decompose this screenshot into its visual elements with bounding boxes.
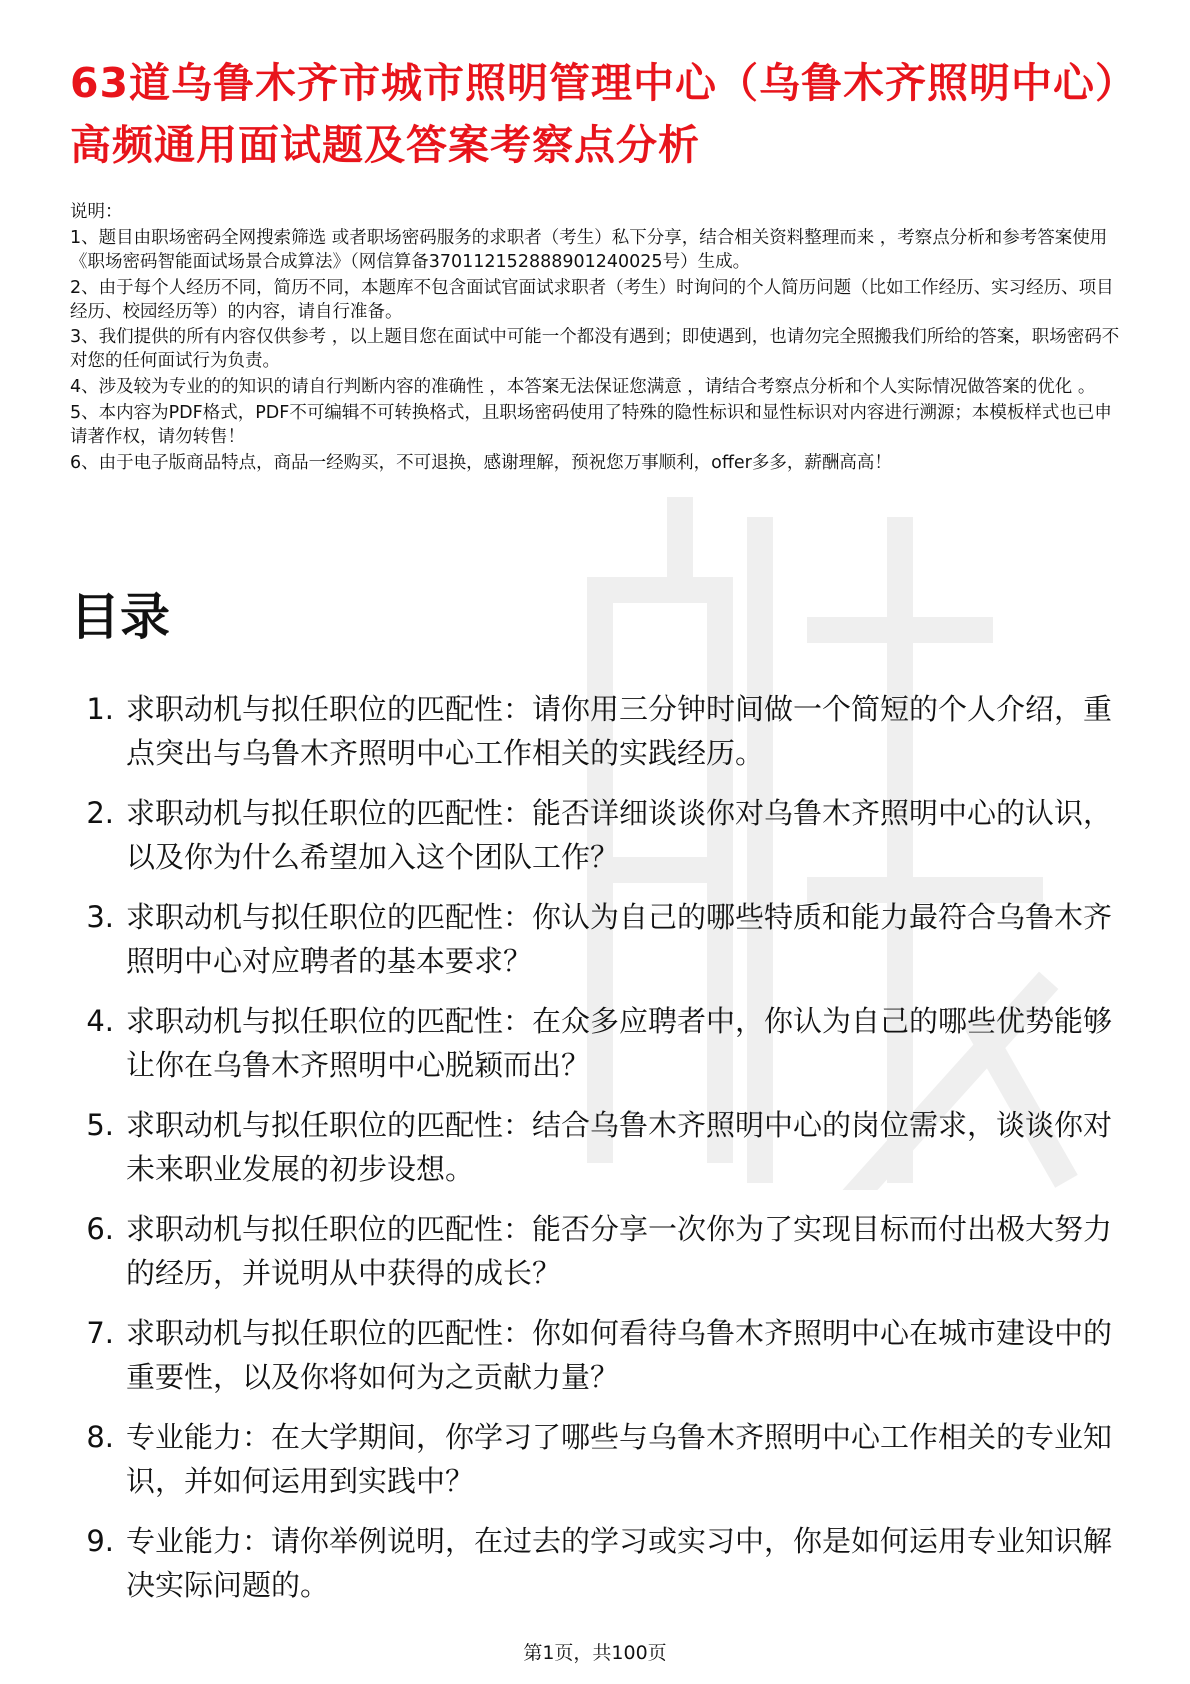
toc-item[interactable]	[70, 1207, 1130, 1295]
toc-item[interactable]	[70, 1415, 1130, 1503]
toc-item[interactable]	[70, 1311, 1130, 1399]
toc-item-text: 专业能力：请你举例说明，在过去的学习或实习中，你是如何运用专业知识解决实际问题的。	[126, 1524, 1113, 1602]
toc-item-number: 9.	[86, 1524, 114, 1558]
toc-item-number: 8.	[86, 1420, 114, 1454]
toc-item-number: 3.	[86, 900, 114, 934]
toc-heading: 目录	[70, 588, 170, 646]
toc-item-text: 求职动机与拟任职位的匹配性：你认为自己的哪些特质和能力最符合乌鲁木齐照明中心对应聘者的基本要求？	[126, 900, 1113, 978]
toc-item-number: 7.	[86, 1316, 114, 1350]
toc-item-number: 1.	[86, 692, 114, 726]
page-footer: 第1页，共100页	[523, 1642, 667, 1664]
toc-item-text: 专业能力：在大学期间，你学习了哪些与乌鲁木齐照明中心工作相关的专业知识，并如何运用到实践中？	[126, 1420, 1113, 1498]
note-item: 1、题目由职场密码全网搜索筛选 或者职场密码服务的求职者（考生）私下分享，结合相关资料整理而来 ，考察点分析和参考答案使用《职场密码智能面试场景合成算法》（网信算备370112152888901240025号）生成。	[70, 227, 1108, 272]
note-item: 2、由于每个人经历不同，简历不同，本题库不包含面试官面试求职者（考生）时询问的个人简历问题（比如工作经历、实习经历、项目经历、校园经历等）的内容，请自行准备。	[70, 277, 1114, 322]
document-title: 63道乌鲁木齐市城市照明管理中心（乌鲁木齐照明中心）高频通用面试题及答案考察点分析	[70, 59, 1117, 169]
toc-item[interactable]	[70, 999, 1130, 1087]
toc-item-text: 求职动机与拟任职位的匹配性：你如何看待乌鲁木齐照明中心在城市建设中的重要性，以及你将如何为之贡献力量？	[126, 1316, 1113, 1394]
toc-item-text: 求职动机与拟任职位的匹配性：结合乌鲁木齐照明中心的岗位需求，谈谈你对未来职业发展的初步设想。	[126, 1108, 1113, 1186]
note-item: 3、我们提供的所有内容仅供参考 ，以上题目您在面试中可能一个都没有遇到；即使遇到，也请勿完全照搬我们所给的答案，职场密码不对您的任何面试行为负责。	[70, 327, 1120, 372]
toc-item-number: 5.	[86, 1108, 114, 1142]
toc-item[interactable]	[70, 687, 1130, 775]
toc-item[interactable]	[70, 1519, 1130, 1607]
toc-item-text: 求职动机与拟任职位的匹配性：能否详细谈谈你对乌鲁木齐照明中心的认识，以及你为什么希望加入这个团队工作？	[126, 796, 1113, 874]
toc-item-text: 求职动机与拟任职位的匹配性：能否分享一次你为了实现目标而付出极大努力的经历，并说明从中获得的成长？	[126, 1212, 1113, 1290]
toc-item[interactable]	[70, 1103, 1130, 1191]
notes-label: 说明：	[70, 202, 123, 222]
toc-item-number: 4.	[86, 1004, 114, 1038]
toc-item-text: 求职动机与拟任职位的匹配性：请你用三分钟时间做一个简短的个人介绍，重点突出与乌鲁木齐照明中心工作相关的实践经历。	[126, 692, 1113, 770]
note-item: 4、涉及较为专业的的知识的请自行判断内容的准确性 ，本答案无法保证您满意 ，请结合考察点分析和个人实际情况做答案的优化 。	[70, 377, 1096, 398]
note-item: 5、本内容为PDF格式，PDF不可编辑不可转换格式，且职场密码使用了特殊的隐性标识和显性标识对内容进行溯源；本模板样式也已申请著作权，请勿转售！	[70, 402, 1112, 447]
toc-item[interactable]	[70, 791, 1130, 879]
notes-section	[70, 200, 1120, 477]
toc-item-number: 2.	[86, 796, 114, 830]
toc-item[interactable]	[70, 895, 1130, 983]
toc-item-text: 求职动机与拟任职位的匹配性：在众多应聘者中，你认为自己的哪些优势能够让你在乌鲁木齐照明中心脱颖而出？	[126, 1004, 1113, 1082]
note-item: 6、由于电子版商品特点，商品一经购买，不可退换，感谢理解，预祝您万事顺利，offer多多，薪酬高高！	[70, 452, 892, 473]
toc-item-number: 6.	[86, 1212, 114, 1246]
toc-list	[70, 687, 1130, 1623]
